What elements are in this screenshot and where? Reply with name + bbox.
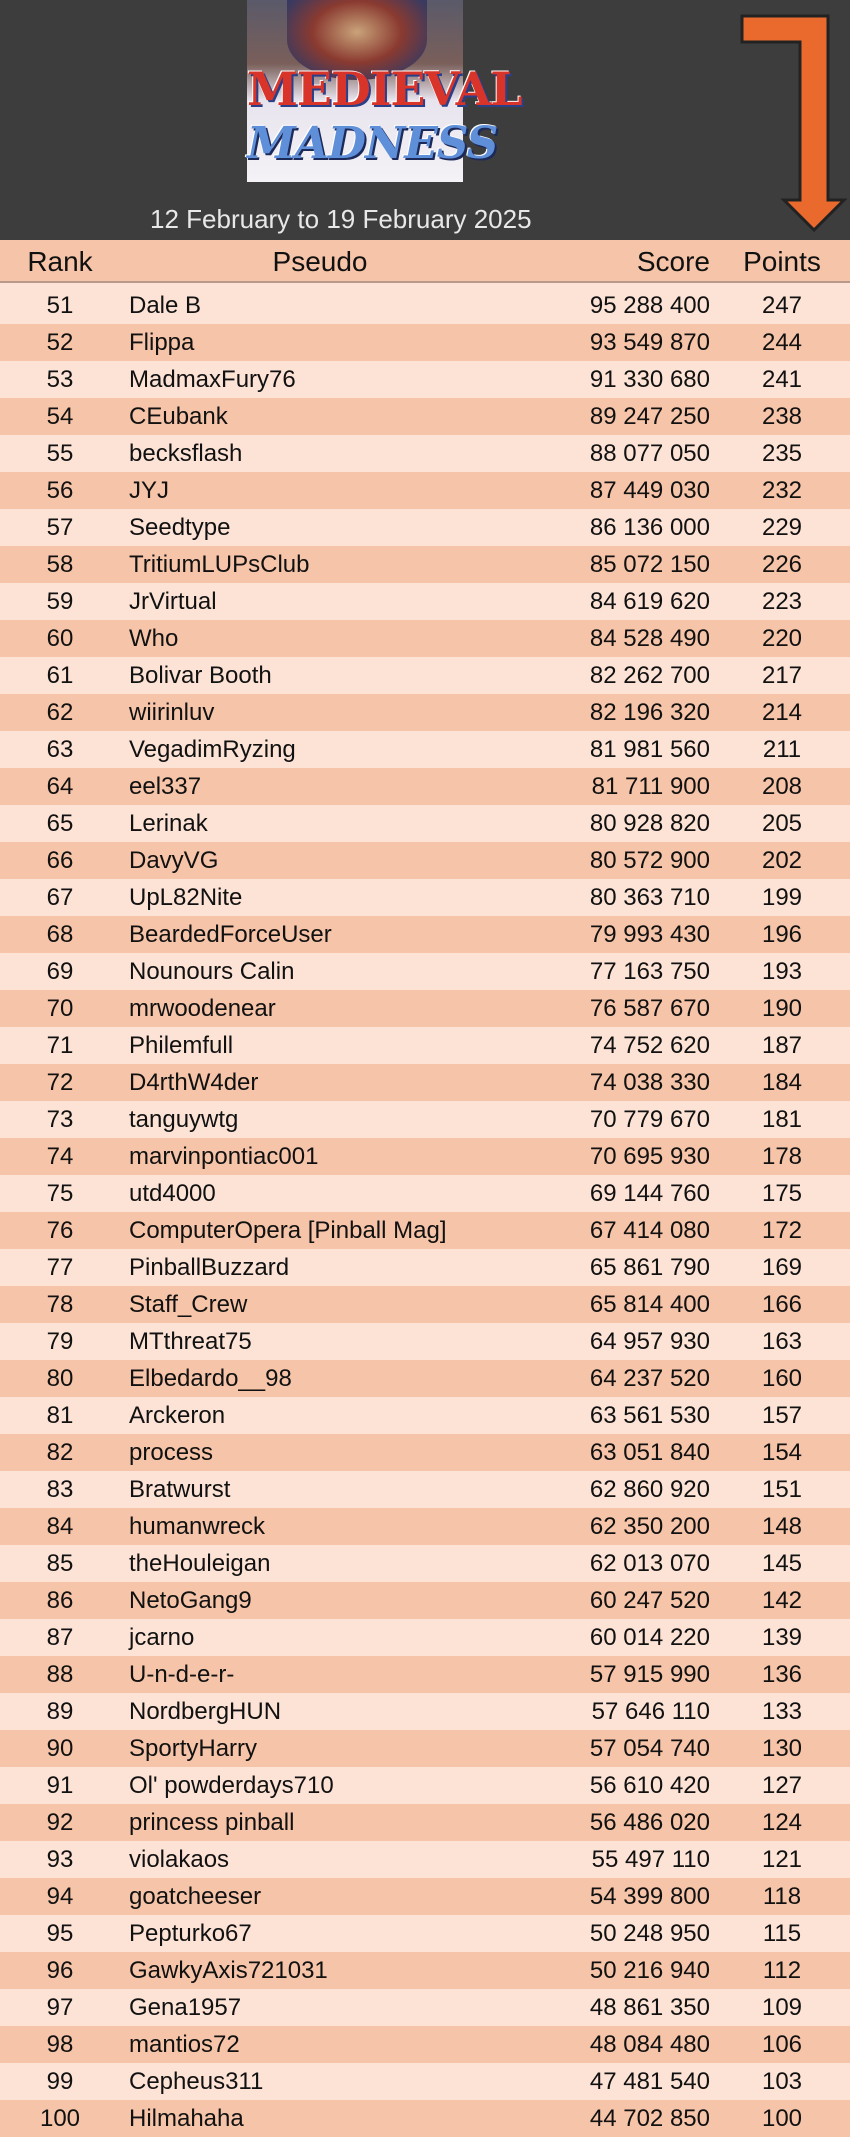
score-cell: 84 528 490 [589,625,710,652]
pseudo-cell: Lerinak [129,810,208,837]
table-row [0,1508,850,1545]
rank-cell: 58 [46,551,74,578]
pseudo-cell: MadmaxFury76 [129,366,296,393]
logo-line-2: MADNESS [247,118,498,169]
rank-cell: 90 [46,1735,74,1762]
pseudo-cell: NordbergHUN [129,1698,282,1725]
points-cell: 109 [761,1994,803,2021]
pseudo-column-header: Pseudo [272,246,368,277]
rank-cell: 79 [46,1328,74,1355]
leaderboard-table [0,287,850,2137]
points-cell: 208 [761,773,803,800]
score-cell: 56 486 020 [589,1809,710,1836]
score-cell: 91 330 680 [589,366,710,393]
pseudo-cell: Arckeron [129,1402,226,1429]
rank-cell: 98 [46,2031,74,2058]
rank-cell: 96 [46,1957,74,1984]
points-cell: 187 [761,1032,803,1059]
score-cell: 93 549 870 [589,329,710,356]
score-cell: 47 481 540 [589,2068,710,2095]
score-cell: 76 587 670 [589,995,710,1022]
table-row [0,1952,850,1989]
pseudo-cell: marvinpontiac001 [129,1143,319,1170]
pseudo-cell: UpL82Nite [129,884,243,911]
score-cell: 56 610 420 [589,1772,710,1799]
column-headers [0,240,850,283]
pseudo-cell: NetoGang9 [129,1587,252,1614]
table-row [0,509,850,546]
pseudo-cell: MTthreat75 [129,1328,252,1355]
rank-cell: 53 [46,366,74,393]
pseudo-cell: BeardedForceUser [129,921,332,948]
table-row [0,1619,850,1656]
rank-cell: 70 [46,995,74,1022]
pseudo-cell: Cepheus311 [129,2068,264,2095]
rank-cell: 89 [46,1698,74,1725]
points-cell: 139 [761,1624,803,1651]
pseudo-cell: Philemfull [129,1032,234,1059]
table-row [0,2100,850,2137]
score-cell: 86 136 000 [589,514,710,541]
header-banner [0,0,850,240]
table-row [0,1249,850,1286]
table-row [0,657,850,694]
pseudo-cell: GawkyAxis721031 [129,1957,328,1984]
table-row [0,1360,850,1397]
pseudo-cell: Nounours Calin [129,958,295,985]
score-cell: 62 013 070 [589,1550,710,1577]
points-cell: 157 [761,1402,803,1429]
pseudo-cell: D4rthW4der [129,1069,259,1096]
points-cell: 202 [761,847,803,874]
table-row [0,1989,850,2026]
table-row [0,879,850,916]
points-cell: 241 [761,366,803,393]
rank-cell: 62 [46,699,74,726]
table-row [0,1323,850,1360]
score-cell: 87 449 030 [589,477,710,504]
rank-cell: 81 [46,1402,74,1429]
points-cell: 145 [761,1550,803,1577]
points-cell: 226 [761,551,803,578]
points-cell: 163 [761,1328,803,1355]
table-row [0,1212,850,1249]
pseudo-cell: Who [129,625,179,652]
points-cell: 166 [761,1291,803,1318]
score-cell: 74 038 330 [589,1069,710,1096]
pseudo-cell: jcarno [129,1624,195,1651]
score-cell: 60 247 520 [589,1587,710,1614]
points-cell: 175 [761,1180,803,1207]
score-cell: 63 051 840 [589,1439,710,1466]
points-cell: 100 [761,2105,803,2132]
pseudo-cell: Bratwurst [129,1476,231,1503]
rank-cell: 55 [46,440,74,467]
score-cell: 63 561 530 [589,1402,710,1429]
rank-cell: 66 [46,847,74,874]
pseudo-cell: CEubank [129,403,228,430]
score-cell: 79 993 430 [589,921,710,948]
pseudo-cell: Bolivar Booth [129,662,272,689]
score-column-header: Score [636,246,710,277]
rank-cell: 84 [46,1513,74,1540]
score-cell: 64 957 930 [589,1328,710,1355]
score-cell: 89 247 250 [589,403,710,430]
table-row [0,2026,850,2063]
score-cell: 70 695 930 [589,1143,710,1170]
points-cell: 133 [761,1698,803,1725]
date-range: 12 February to 19 February 2025 [150,204,532,234]
table-row [0,1804,850,1841]
pseudo-cell: JrVirtual [129,588,217,615]
rank-cell: 95 [46,1920,74,1947]
pseudo-cell: process [129,1439,214,1466]
table-row [0,1545,850,1582]
pseudo-cell: utd4000 [129,1180,216,1207]
pseudo-cell: becksflash [129,440,243,467]
pseudo-cell: goatcheeser [129,1883,262,1910]
table-row [0,731,850,768]
table-row [0,1286,850,1323]
rank-cell: 85 [46,1550,74,1577]
points-cell: 112 [762,1957,802,1984]
rank-cell: 83 [46,1476,74,1503]
rank-cell: 67 [46,884,74,911]
points-cell: 142 [761,1587,803,1614]
table-row [0,1730,850,1767]
rank-cell: 80 [46,1365,74,1392]
pseudo-cell: Staff_Crew [129,1291,248,1318]
rank-cell: 99 [46,2068,74,2095]
table-row [0,694,850,731]
score-cell: 62 860 920 [589,1476,710,1503]
points-cell: 205 [761,810,803,837]
logo-line-1: MEDIEVAL [247,62,522,116]
score-cell: 50 216 940 [589,1957,710,1984]
rank-cell: 75 [46,1180,74,1207]
pseudo-cell: Elbedardo__98 [129,1365,292,1392]
rank-cell: 63 [46,736,74,763]
rank-cell: 86 [46,1587,74,1614]
table-row [0,1582,850,1619]
score-cell: 57 915 990 [589,1661,710,1688]
points-cell: 193 [761,958,803,985]
score-cell: 64 237 520 [589,1365,710,1392]
score-cell: 74 752 620 [589,1032,710,1059]
rank-cell: 57 [46,514,74,541]
points-cell: 178 [761,1143,803,1170]
score-cell: 62 350 200 [589,1513,710,1540]
table-row [0,768,850,805]
rank-cell: 73 [46,1106,74,1133]
rank-cell: 69 [46,958,74,985]
table-row [0,435,850,472]
rank-cell: 71 [46,1032,74,1059]
points-cell: 151 [761,1476,803,1503]
pseudo-cell: DavyVG [129,847,219,874]
points-cell: 223 [761,588,803,615]
score-cell: 65 814 400 [589,1291,710,1318]
score-cell: 81 981 560 [589,736,710,763]
points-cell: 211 [762,736,802,763]
table-row [0,1027,850,1064]
score-cell: 54 399 800 [589,1883,710,1910]
rank-cell: 82 [46,1439,74,1466]
table-row [0,287,850,324]
rank-cell: 92 [46,1809,74,1836]
score-cell: 57 054 740 [589,1735,710,1762]
pseudo-cell: ComputerOpera [Pinball Mag] [129,1217,447,1244]
score-cell: 80 928 820 [589,810,710,837]
points-cell: 184 [761,1069,803,1096]
rank-cell: 59 [46,588,74,615]
pseudo-cell: U-n-d-e-r- [129,1661,235,1688]
points-cell: 196 [761,921,803,948]
pseudo-cell: VegadimRyzing [129,736,296,763]
score-cell: 80 572 900 [589,847,710,874]
table-row [0,1138,850,1175]
pseudo-cell: Seedtype [129,514,231,541]
table-row [0,1915,850,1952]
table-row [0,1471,850,1508]
medieval-madness-logo [247,0,522,182]
points-cell: 190 [761,995,803,1022]
pseudo-cell: eel337 [129,773,202,800]
pseudo-cell: PinballBuzzard [129,1254,290,1281]
rank-cell: 72 [46,1069,74,1096]
rank-column-header: Rank [27,246,93,277]
points-cell: 229 [761,514,803,541]
rank-cell: 74 [46,1143,74,1170]
rank-cell: 97 [46,1994,74,2021]
table-row [0,805,850,842]
points-cell: 214 [761,699,803,726]
points-cell: 160 [761,1365,803,1392]
rank-cell: 60 [46,625,74,652]
points-cell: 115 [762,1920,802,1947]
score-cell: 82 262 700 [589,662,710,689]
score-cell: 44 702 850 [589,2105,710,2132]
score-cell: 85 072 150 [589,551,710,578]
points-cell: 232 [761,477,803,504]
points-cell: 106 [761,2031,803,2058]
points-cell: 136 [761,1661,803,1688]
points-cell: 238 [761,403,803,430]
table-row [0,1693,850,1730]
table-row [0,472,850,509]
table-row [0,2063,850,2100]
table-row [0,1397,850,1434]
pseudo-cell: theHouleigan [129,1550,271,1577]
score-cell: 77 163 750 [589,958,710,985]
table-row [0,546,850,583]
rank-cell: 76 [46,1217,74,1244]
pseudo-cell: Pepturko67 [129,1920,252,1947]
score-cell: 48 861 350 [589,1994,710,2021]
pseudo-cell: Dale B [129,292,202,319]
table-row [0,1101,850,1138]
table-row [0,1656,850,1693]
table-row [0,361,850,398]
pseudo-cell: humanwreck [129,1513,266,1540]
points-cell: 103 [761,2068,803,2095]
points-cell: 244 [761,329,803,356]
points-cell: 127 [761,1772,803,1799]
pseudo-cell: wiirinluv [129,699,215,726]
score-cell: 82 196 320 [589,699,710,726]
table-row [0,1767,850,1804]
pseudo-cell: mantios72 [129,2031,240,2058]
points-column-header: Points [743,246,821,277]
pseudo-cell: Flippa [129,329,195,356]
points-cell: 181 [761,1106,803,1133]
rank-cell: 68 [46,921,74,948]
score-cell: 69 144 760 [589,1180,710,1207]
score-cell: 60 014 220 [589,1624,710,1651]
score-cell: 81 711 900 [591,773,710,800]
points-cell: 235 [761,440,803,467]
rank-cell: 87 [46,1624,74,1651]
score-cell: 57 646 110 [591,1698,710,1725]
table-row [0,620,850,657]
rank-cell: 78 [46,1291,74,1318]
score-cell: 48 084 480 [589,2031,710,2058]
rank-cell: 65 [46,810,74,837]
score-cell: 50 248 950 [589,1920,710,1947]
pseudo-cell: princess pinball [129,1809,295,1836]
arrow-down-icon [738,12,848,234]
pseudo-cell: JYJ [129,477,170,504]
points-cell: 172 [761,1217,803,1244]
pseudo-cell: mrwoodenear [129,995,276,1022]
points-cell: 169 [761,1254,803,1281]
rank-cell: 56 [46,477,74,504]
points-cell: 220 [761,625,803,652]
rank-cell: 52 [46,329,74,356]
table-row [0,990,850,1027]
score-cell: 80 363 710 [589,884,710,911]
pseudo-cell: Hilmahaha [129,2105,244,2132]
points-cell: 124 [761,1809,803,1836]
rank-cell: 54 [46,403,74,430]
pseudo-cell: violakaos [129,1846,230,1873]
score-cell: 55 497 110 [591,1846,710,1873]
points-cell: 217 [761,662,803,689]
points-cell: 121 [761,1846,803,1873]
rank-cell: 94 [46,1883,74,1910]
points-cell: 154 [761,1439,803,1466]
table-row [0,583,850,620]
pseudo-cell: Gena1957 [129,1994,242,2021]
points-cell: 148 [761,1513,803,1540]
table-row [0,324,850,361]
rank-cell: 61 [46,662,74,689]
rank-cell: 91 [46,1772,74,1799]
points-cell: 130 [761,1735,803,1762]
rank-cell: 88 [46,1661,74,1688]
table-row [0,842,850,879]
rank-cell: 77 [46,1254,74,1281]
points-cell: 247 [761,292,803,319]
score-cell: 70 779 670 [589,1106,710,1133]
rank-cell: 64 [46,773,74,800]
rank-cell: 93 [46,1846,74,1873]
table-row [0,398,850,435]
score-cell: 88 077 050 [589,440,710,467]
points-cell: 118 [762,1883,802,1910]
pseudo-cell: TritiumLUPsClub [129,551,310,578]
table-row [0,916,850,953]
points-cell: 199 [761,884,803,911]
score-cell: 95 288 400 [589,292,710,319]
pseudo-cell: tanguywtg [129,1106,239,1133]
table-row [0,953,850,990]
table-row [0,1878,850,1915]
score-cell: 67 414 080 [589,1217,710,1244]
table-row [0,1175,850,1212]
table-row [0,1434,850,1471]
pseudo-cell: SportyHarry [129,1735,258,1762]
score-cell: 65 861 790 [589,1254,710,1281]
score-cell: 84 619 620 [589,588,710,615]
rank-cell: 100 [39,2105,81,2132]
table-row [0,1841,850,1878]
pseudo-cell: Ol' powderdays710 [129,1772,334,1799]
rank-cell: 51 [46,292,74,319]
table-row [0,1064,850,1101]
